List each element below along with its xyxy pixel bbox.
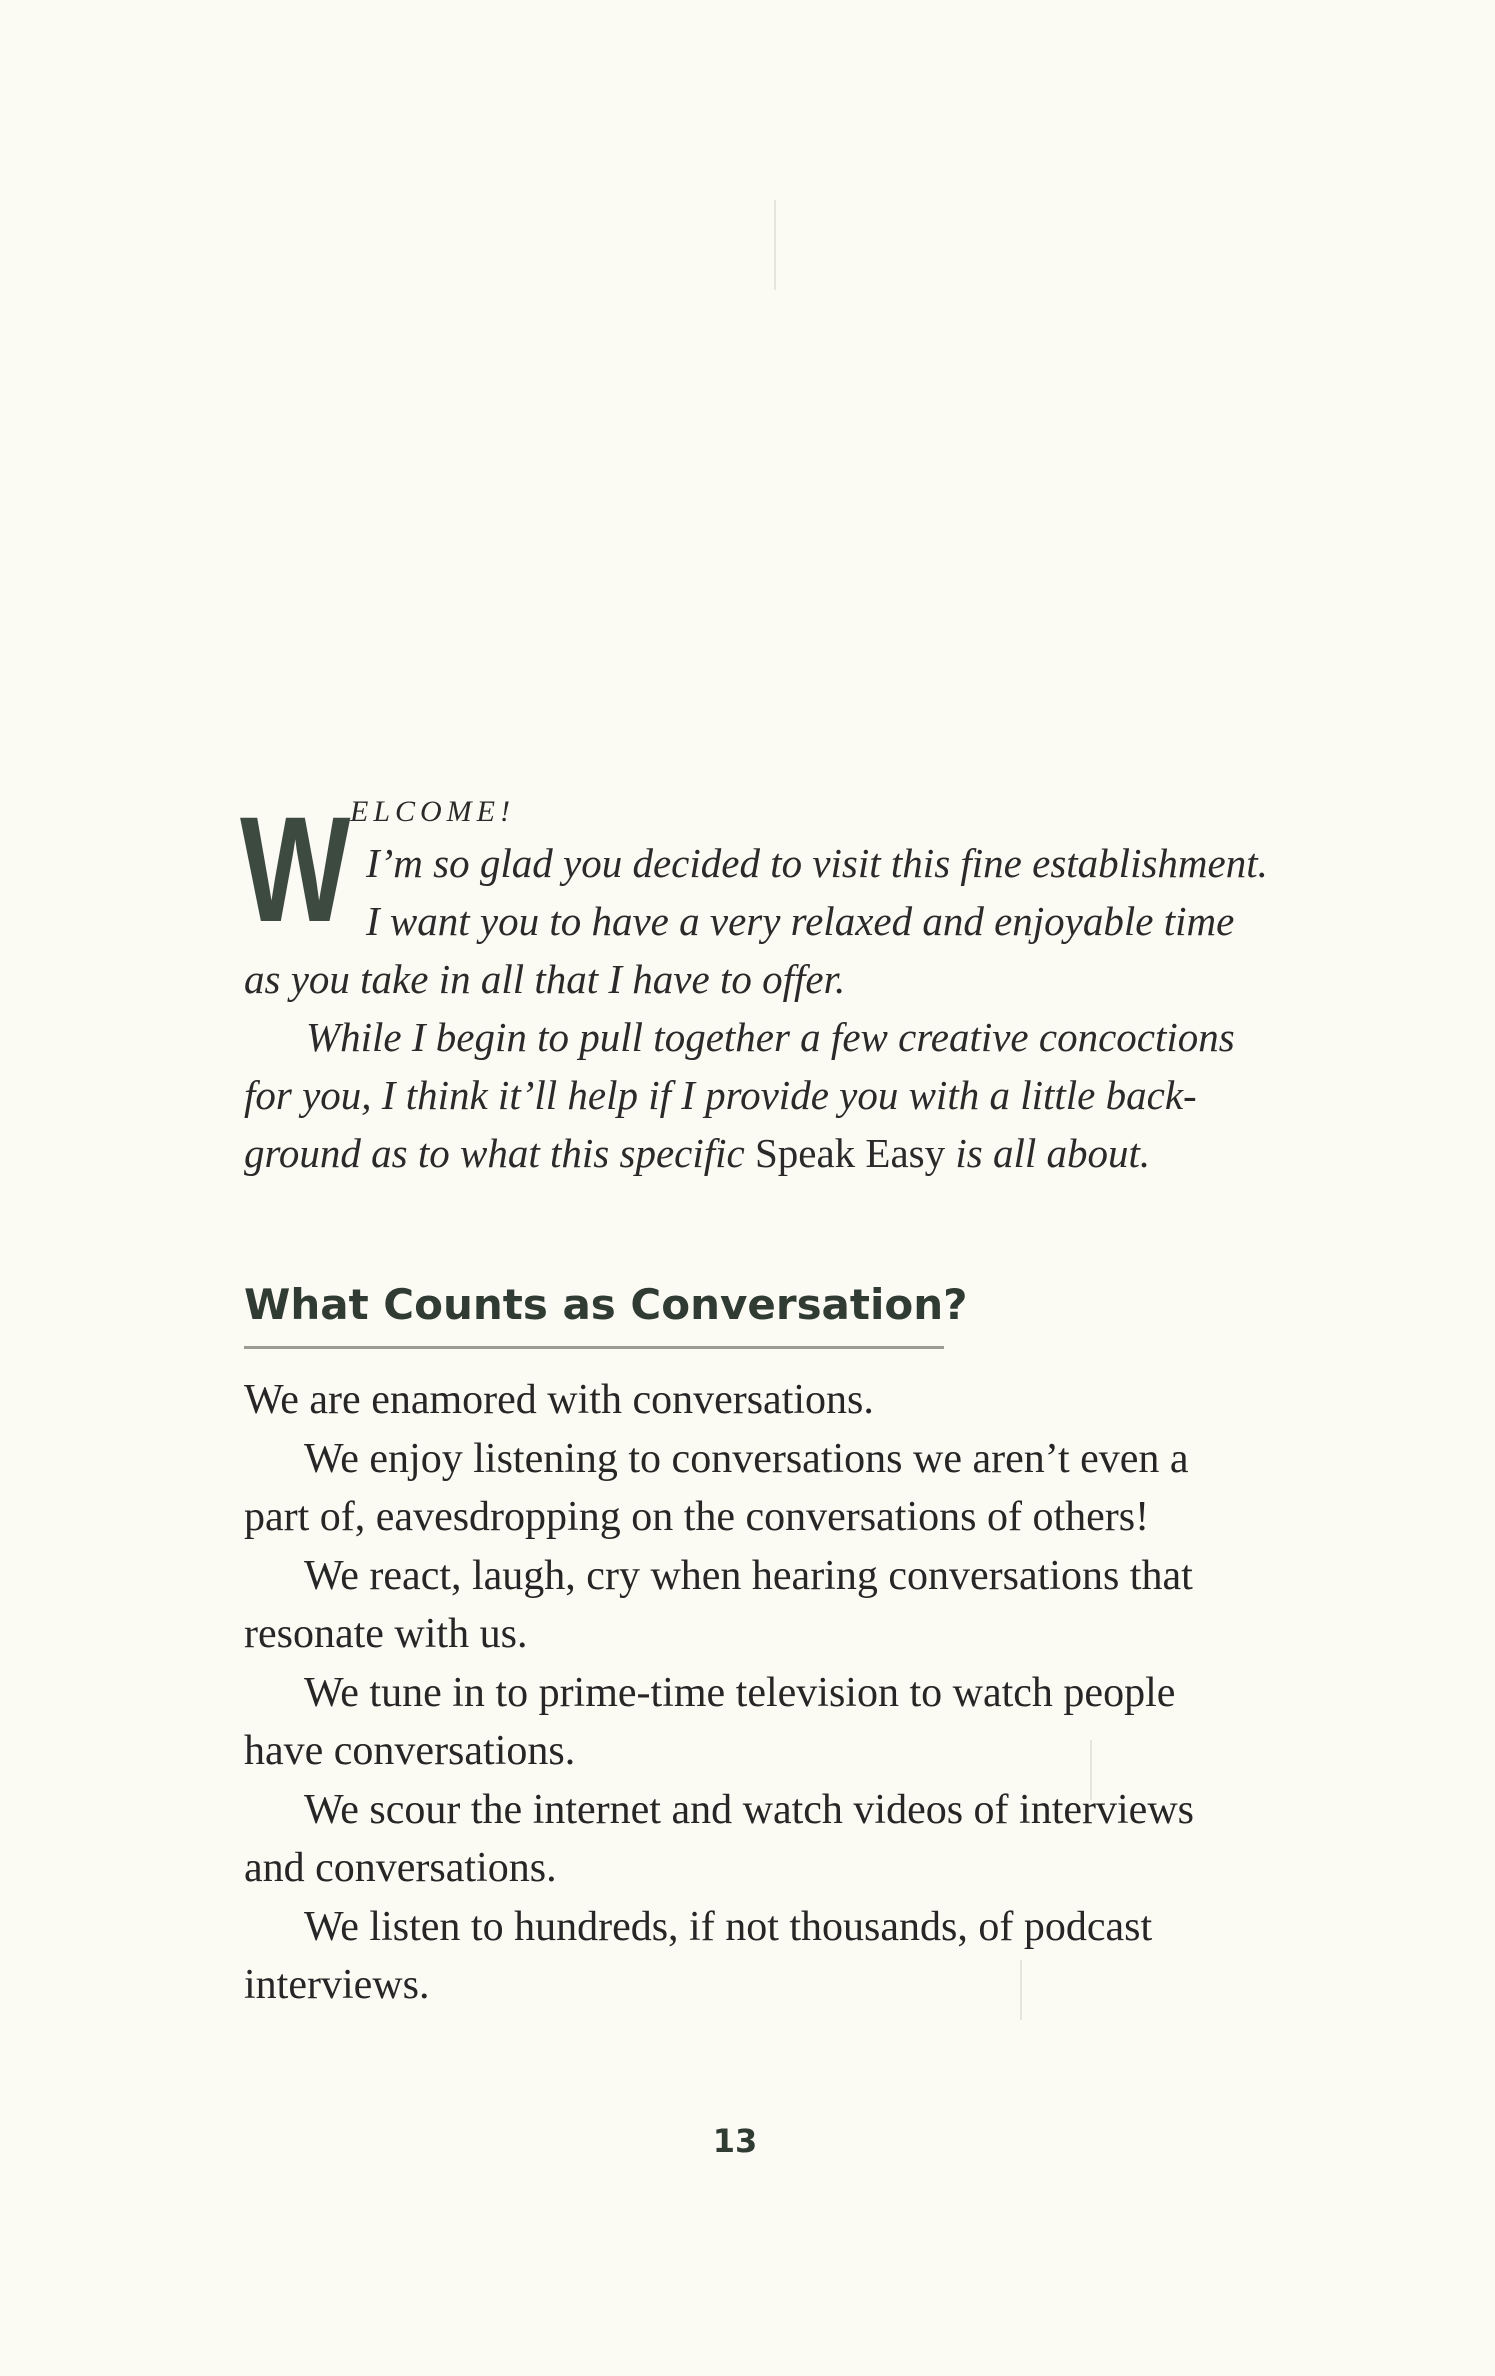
body-line: We enjoy listening to conversations we aren’t even a: [304, 1435, 1189, 1482]
page-number: 13: [712, 2122, 758, 2160]
welcome-line: I want you to have a very relaxed and enjoyable time: [366, 898, 1235, 944]
body-line: We are enamored with conversations.: [244, 1377, 874, 1423]
body-line: have conversations.: [244, 1728, 576, 1774]
drop-cap: W: [240, 785, 346, 953]
welcome-line: as you take in all that I have to offer.: [244, 956, 846, 1002]
scan-mark: [774, 200, 776, 290]
body-line: We scour the internet and watch videos of interviews: [304, 1786, 1194, 1833]
body-line: We react, laugh, cry when hearing conversations that: [304, 1552, 1193, 1599]
heading-underline: [244, 1346, 944, 1349]
body-line: and conversations.: [244, 1845, 557, 1891]
welcome-heading: ELCOME!: [350, 795, 515, 828]
welcome-line: While I begin to pull together a few creative concoctions: [306, 1014, 1235, 1060]
welcome-line: for you, I think it’ll help if I provide you with a little back-: [244, 1072, 1197, 1118]
body-line: interviews.: [244, 1962, 430, 2008]
welcome-line: I’m so glad you decided to visit this fine establishment.: [366, 840, 1268, 886]
section-heading: What Counts as Conversation?: [244, 1280, 968, 1329]
body-line: resonate with us.: [244, 1611, 528, 1657]
page-content: [240, 785, 1268, 2015]
speak-easy-title: Speak Easy: [754, 1130, 946, 1176]
section-body: [244, 1371, 1264, 2015]
welcome-line-part: is all about.: [955, 1130, 1151, 1176]
body-line: We listen to hundreds, if not thousands, of podcast: [304, 1903, 1153, 1950]
welcome-line-part: ground as to what this specific: [244, 1130, 745, 1176]
welcome-line-last: [244, 1124, 1264, 1182]
body-line: part of, eavesdropping on the conversations of others!: [244, 1494, 1150, 1540]
body-line: We tune in to prime-time television to watch people: [304, 1669, 1176, 1716]
welcome-section: [240, 785, 1268, 1182]
